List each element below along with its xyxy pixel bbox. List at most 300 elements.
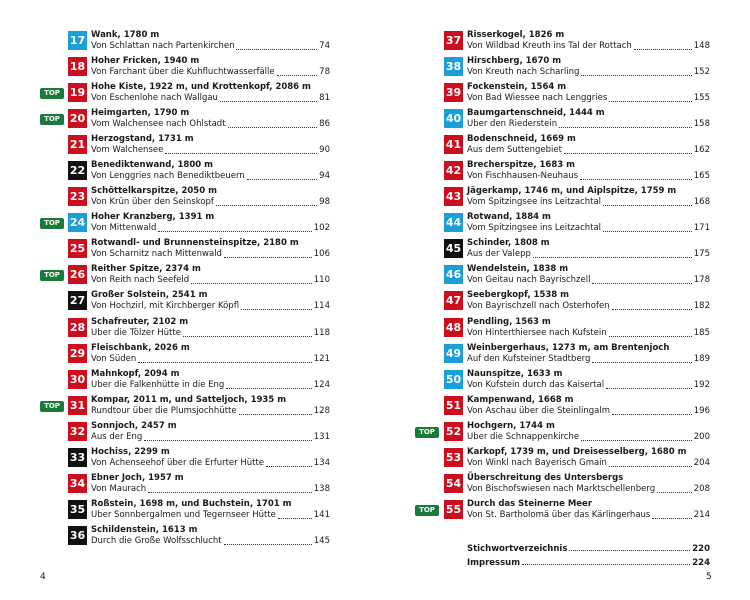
- entry-text: [467, 238, 710, 260]
- extra-label: Impressum: [467, 558, 521, 568]
- tour-number-badge: 43: [444, 187, 463, 206]
- tour-route: Über Sonnbergalmen und Tegernseer Hütte: [91, 509, 276, 520]
- toc-entry[interactable]: [415, 160, 710, 186]
- tour-number-badge: 21: [68, 135, 87, 154]
- entry-text: [91, 238, 330, 260]
- tour-number-badge: 26: [68, 265, 87, 284]
- entry-text: [91, 186, 330, 208]
- tour-route: Rundtour über die Plumsjochhütte: [91, 405, 237, 416]
- dot-leader: [559, 127, 692, 128]
- extra-entry[interactable]: [467, 554, 710, 568]
- dot-leader: [533, 257, 692, 258]
- entry-text: [91, 343, 330, 365]
- toc-entry[interactable]: [40, 238, 330, 264]
- page-reference: 165: [693, 171, 710, 182]
- route-line: [467, 432, 710, 443]
- tour-title: Reither Spitze, 2374 m: [91, 264, 201, 275]
- toc-entry[interactable]: [40, 317, 330, 343]
- entry-text: [91, 447, 330, 469]
- toc-entry[interactable]: [415, 447, 710, 473]
- left-toc-column: [40, 30, 330, 551]
- route-line: [467, 328, 710, 339]
- toc-entry[interactable]: [415, 56, 710, 82]
- toc-entry[interactable]: [415, 499, 710, 525]
- route-line: [91, 328, 330, 339]
- tour-title: Rotwandl- und Brunnensteinspitze, 2180 m: [91, 238, 299, 249]
- page-reference: 208: [693, 483, 710, 494]
- tour-title: Benediktenwand, 1800 m: [91, 160, 213, 171]
- toc-entry[interactable]: [40, 343, 330, 369]
- tour-title: Durch das Steinerne Meer: [467, 498, 593, 509]
- entry-text: [467, 499, 710, 521]
- entry-text: [467, 343, 710, 365]
- route-line: [467, 223, 710, 234]
- dot-leader: [564, 153, 692, 154]
- dot-leader: [148, 492, 312, 493]
- dot-leader: [592, 362, 691, 363]
- dot-leader: [603, 231, 692, 232]
- tour-title: Seebergkopf, 1538 m: [467, 290, 570, 301]
- tour-title: Sonnjoch, 2457 m: [91, 420, 177, 431]
- entry-text: [467, 369, 710, 391]
- page-reference: 114: [313, 301, 330, 312]
- tour-number-badge: 35: [68, 500, 87, 519]
- dot-leader: [236, 49, 317, 50]
- tour-number-badge: 30: [68, 370, 87, 389]
- page-reference: 204: [693, 457, 710, 468]
- toc-entry[interactable]: [415, 421, 710, 447]
- toc-entry[interactable]: [415, 290, 710, 316]
- entry-text: [91, 290, 330, 312]
- tour-title: Kampenwand, 1668 m: [467, 394, 574, 405]
- tour-route: Von Maurach: [91, 483, 147, 494]
- dot-leader: [603, 205, 692, 206]
- top-badge: TOP: [415, 505, 439, 516]
- page-reference: 168: [693, 197, 710, 208]
- page-reference: 98: [319, 197, 330, 208]
- dot-leader: [277, 75, 318, 76]
- tour-title: Hoher Fricken, 1940 m: [91, 56, 200, 67]
- tour-route: Von Bayrischzell nach Osterhofen: [467, 301, 610, 312]
- dot-leader: [612, 414, 692, 415]
- dot-leader: [165, 153, 317, 154]
- right-toc-column: [415, 30, 710, 525]
- toc-entry[interactable]: [40, 290, 330, 316]
- route-line: [91, 432, 330, 443]
- entry-text: [91, 317, 330, 339]
- tour-route: Von Krün über den Seinskopf: [91, 197, 214, 208]
- page-reference: 78: [319, 67, 330, 78]
- page-reference: 175: [693, 249, 710, 260]
- tour-route: Von Eschenlohe nach Wallgau: [91, 93, 218, 104]
- entry-text: [467, 160, 710, 182]
- top-badge: TOP: [40, 401, 64, 412]
- entry-text: [467, 447, 710, 469]
- toc-entry[interactable]: [40, 186, 330, 212]
- tour-number-badge: 53: [444, 448, 463, 467]
- tour-title: Pendling, 1563 m: [467, 316, 551, 327]
- toc-entry[interactable]: [415, 82, 710, 108]
- entry-text: [91, 212, 330, 234]
- toc-entry[interactable]: [40, 473, 330, 499]
- toc-entry[interactable]: [40, 160, 330, 186]
- tour-number-badge: 29: [68, 344, 87, 363]
- tour-number-badge: 28: [68, 318, 87, 337]
- entry-text: [467, 212, 710, 234]
- route-line: [91, 458, 330, 469]
- dot-leader: [266, 466, 312, 467]
- tour-title: Heimgarten, 1790 m: [91, 108, 190, 119]
- toc-entry[interactable]: [40, 134, 330, 160]
- page-reference: 141: [313, 509, 330, 520]
- top-badge: TOP: [40, 88, 64, 99]
- page-reference: 171: [693, 223, 710, 234]
- tour-route: Von Wildbad Kreuth ins Tal der Rottach: [467, 41, 632, 51]
- tour-route: Von Scharnitz nach Mittenwald: [91, 249, 222, 260]
- entry-text: [467, 108, 710, 130]
- dot-leader: [609, 101, 691, 102]
- dot-leader: [239, 414, 312, 415]
- tour-number-badge: 34: [68, 474, 87, 493]
- toc-entry[interactable]: [415, 238, 710, 264]
- dot-leader: [278, 518, 312, 519]
- tour-number-badge: 36: [68, 526, 87, 545]
- route-line: [467, 380, 710, 391]
- toc-entry[interactable]: [40, 30, 330, 56]
- toc-entry[interactable]: [40, 82, 330, 108]
- page-reference: 196: [693, 405, 710, 416]
- tour-route: Vom Spitzingsee ins Leitzachtal: [467, 197, 602, 208]
- tour-number-badge: 54: [444, 474, 463, 493]
- dot-leader: [569, 550, 690, 551]
- toc-extras: [467, 540, 710, 568]
- entry-text: [91, 499, 330, 521]
- page-reference: 182: [693, 301, 710, 312]
- route-line: [467, 406, 710, 417]
- tour-route: Von Bad Wiessee nach Lenggries: [467, 93, 608, 104]
- tour-route: Von Schlattan nach Partenkirchen: [91, 41, 235, 51]
- toc-entry[interactable]: [415, 395, 710, 421]
- toc-entry[interactable]: [40, 212, 330, 238]
- route-line: [467, 41, 710, 52]
- tour-route: Vom Walchensee: [91, 145, 164, 156]
- tour-route: Von Kreuth nach Scharling: [467, 67, 580, 78]
- tour-number-badge: 32: [68, 422, 87, 441]
- route-line: [91, 510, 330, 521]
- toc-entry[interactable]: [40, 395, 330, 421]
- tour-number-badge: 46: [444, 265, 463, 284]
- entry-text: [467, 473, 710, 495]
- tour-route: Auf den Kufsteiner Stadtberg: [467, 353, 591, 364]
- tour-route: Über die Schnappenkirche: [467, 431, 580, 442]
- tour-number-badge: 48: [444, 318, 463, 337]
- tour-title: Hoher Kranzberg, 1391 m: [91, 212, 215, 223]
- tour-number-badge: 19: [68, 83, 87, 102]
- toc-entry[interactable]: [415, 186, 710, 212]
- tour-route: Von Geitau nach Bayrischzell: [467, 275, 591, 286]
- tour-title: Rotwand, 1884 m: [467, 212, 551, 223]
- tour-number-badge: 50: [444, 370, 463, 389]
- tour-number-badge: 18: [68, 57, 87, 76]
- toc-entry[interactable]: [40, 108, 330, 134]
- dot-leader: [183, 336, 312, 337]
- entry-text: [467, 290, 710, 312]
- route-line: [91, 171, 330, 182]
- route-line: [91, 197, 330, 208]
- route-line: [467, 197, 710, 208]
- route-line: [91, 93, 330, 104]
- entry-text: [467, 264, 710, 286]
- page-reference: 118: [313, 327, 330, 338]
- toc-entry[interactable]: [415, 30, 710, 56]
- tour-number-badge: 20: [68, 109, 87, 128]
- route-line: [467, 275, 710, 286]
- tour-title: Hochgern, 1744 m: [467, 420, 555, 431]
- tour-route: Von Farchant über die Kuhfluchtwasserfälle: [91, 67, 275, 78]
- tour-title: Schildenstein, 1613 m: [91, 524, 198, 535]
- tour-route: Von Aschau über die Steinlingalm: [467, 405, 611, 416]
- tour-title: Fleischbank, 2026 m: [91, 342, 190, 353]
- route-line: [91, 406, 330, 417]
- entry-text: [91, 30, 330, 52]
- entry-text: [467, 30, 710, 52]
- tour-title: Mahnkopf, 2094 m: [91, 368, 180, 379]
- page-reference: 124: [313, 379, 330, 390]
- dot-leader: [191, 283, 312, 284]
- route-line: [91, 275, 330, 286]
- route-line: [91, 41, 330, 52]
- tour-route: Aus der Eng: [91, 431, 143, 442]
- toc-entry[interactable]: [415, 317, 710, 343]
- tour-title: Jägerkamp, 1746 m, und Aiplspitze, 1759 m: [467, 186, 677, 197]
- tour-route: Über die Falkenhütte in die Eng: [91, 379, 225, 390]
- entry-text: [91, 421, 330, 443]
- page-reference: 94: [319, 171, 330, 182]
- tour-number-badge: 17: [68, 31, 87, 50]
- route-line: [91, 380, 330, 391]
- toc-entry[interactable]: [415, 369, 710, 395]
- tour-route: Durch die Große Wolfsschlucht: [91, 535, 222, 546]
- page-reference: 158: [693, 119, 710, 130]
- entry-text: [91, 82, 330, 104]
- entry-text: [91, 134, 330, 156]
- tour-title: Ebner Joch, 1957 m: [91, 472, 184, 483]
- route-line: [91, 249, 330, 260]
- entry-text: [91, 56, 330, 78]
- tour-number-badge: 55: [444, 500, 463, 519]
- page-reference: 189: [693, 353, 710, 364]
- tour-number-badge: 40: [444, 109, 463, 128]
- tour-title: Risserkogel, 1826 m: [467, 30, 565, 40]
- toc-entry[interactable]: [415, 108, 710, 134]
- toc-entry[interactable]: [415, 473, 710, 499]
- top-badge: TOP: [415, 427, 439, 438]
- page-reference: 185: [693, 327, 710, 338]
- route-line: [467, 249, 710, 260]
- tour-number-badge: 51: [444, 396, 463, 415]
- dot-leader: [220, 101, 317, 102]
- entry-text: [91, 395, 330, 417]
- dot-leader: [657, 492, 692, 493]
- toc-entry[interactable]: [40, 264, 330, 290]
- tour-title: Naunspitze, 1633 m: [467, 368, 563, 379]
- entry-text: [467, 317, 710, 339]
- page-reference: 128: [313, 405, 330, 416]
- top-badge: TOP: [40, 218, 64, 229]
- tour-number-badge: 42: [444, 161, 463, 180]
- entry-text: [467, 186, 710, 208]
- tour-route: Vom Walchensee nach Ohlstadt: [91, 119, 226, 130]
- entry-text: [467, 395, 710, 417]
- dot-leader: [609, 466, 692, 467]
- tour-number-badge: 37: [444, 31, 463, 50]
- route-line: [467, 145, 710, 156]
- toc-entry[interactable]: [40, 499, 330, 525]
- route-line: [467, 510, 710, 521]
- route-line: [467, 93, 710, 104]
- entry-text: [467, 134, 710, 156]
- tour-title: Wendelstein, 1838 m: [467, 264, 569, 275]
- tour-route: Von Kufstein durch das Kaisertal: [467, 379, 605, 390]
- route-line: [91, 67, 330, 78]
- left-page-number: 4: [40, 572, 46, 582]
- tour-title: Schinder, 1808 m: [467, 238, 550, 249]
- tour-route: Vom Spitzingsee ins Leitzachtal: [467, 223, 602, 234]
- tour-title: Überschreitung des Untersbergs: [467, 472, 624, 483]
- top-badge: TOP: [40, 114, 64, 125]
- tour-title: Bodenschneid, 1669 m: [467, 134, 576, 145]
- tour-title: Hochiss, 2299 m: [91, 446, 170, 457]
- toc-entry[interactable]: [40, 421, 330, 447]
- page-reference: 138: [313, 483, 330, 494]
- page-reference: 86: [319, 119, 330, 130]
- page-reference: 224: [692, 558, 710, 568]
- tour-route: Von Mittenwald: [91, 223, 157, 234]
- page-reference: 178: [693, 275, 710, 286]
- tour-route: Von Hochzirl, mit Kirchberger Köpfl: [91, 301, 240, 312]
- dot-leader: [241, 309, 312, 310]
- tour-route: Über den Riederstein: [467, 119, 558, 130]
- tour-number-badge: 44: [444, 213, 463, 232]
- page-reference: 148: [693, 41, 710, 51]
- page-reference: 106: [313, 249, 330, 260]
- route-line: [91, 301, 330, 312]
- route-line: [91, 354, 330, 365]
- tour-number-badge: 24: [68, 213, 87, 232]
- tour-number-badge: 47: [444, 291, 463, 310]
- tour-route: Aus dem Suttengebiet: [467, 145, 562, 156]
- tour-route: Von Lenggries nach Benediktbeuern: [91, 171, 245, 182]
- page-reference: 110: [313, 275, 330, 286]
- dot-leader: [580, 179, 692, 180]
- dot-leader: [224, 257, 312, 258]
- tour-route: Von Winkl nach Bayerisch Gmain: [467, 457, 607, 468]
- page-reference: 220: [692, 544, 710, 554]
- page-reference: 162: [693, 145, 710, 156]
- tour-title: Roßstein, 1698 m, und Buchstein, 1701 m: [91, 498, 292, 509]
- tour-route: Von St. Bartholomä über das Kärlingerhaus: [467, 509, 651, 520]
- dot-leader: [138, 362, 312, 363]
- tour-route: Von Achenseehof über die Erfurter Hütte: [91, 457, 265, 468]
- toc-entry[interactable]: [415, 212, 710, 238]
- entry-text: [467, 421, 710, 443]
- dot-leader: [226, 388, 311, 389]
- tour-title: Brecherspitze, 1683 m: [467, 160, 575, 171]
- entry-text: [467, 82, 710, 104]
- route-line: [467, 458, 710, 469]
- page-reference: 152: [693, 67, 710, 78]
- toc-entry[interactable]: [415, 343, 710, 369]
- entry-text: [91, 160, 330, 182]
- right-page-number: 5: [706, 572, 712, 582]
- page-reference: 192: [693, 379, 710, 390]
- toc-entry[interactable]: [415, 264, 710, 290]
- dot-leader: [606, 388, 692, 389]
- dot-leader: [158, 231, 311, 232]
- tour-number-badge: 49: [444, 344, 463, 363]
- tour-number-badge: 31: [68, 396, 87, 415]
- route-line: [91, 119, 330, 130]
- toc-entry[interactable]: [415, 134, 710, 160]
- tour-title: Baumgartenschneid, 1444 m: [467, 108, 605, 119]
- extra-entry[interactable]: [467, 540, 710, 554]
- tour-route: Von Reith nach Seefeld: [91, 275, 190, 286]
- tour-route: Aus der Valepp: [467, 249, 531, 260]
- page-reference: 121: [313, 353, 330, 364]
- route-line: [91, 145, 330, 156]
- page-reference: 90: [319, 145, 330, 156]
- toc-entry[interactable]: [40, 525, 330, 551]
- dot-leader: [247, 179, 317, 180]
- tour-title: Fockenstein, 1564 m: [467, 82, 567, 93]
- page-reference: 145: [313, 535, 330, 546]
- tour-route: Von Hinterthiersee nach Kufstein: [467, 327, 607, 338]
- tour-title: Schöttelkarspitze, 2050 m: [91, 186, 217, 197]
- dot-leader: [522, 564, 690, 565]
- dot-leader: [581, 75, 691, 76]
- toc-entry[interactable]: [40, 369, 330, 395]
- top-badge: TOP: [40, 270, 64, 281]
- page-reference: 102: [313, 223, 330, 234]
- page-reference: 214: [693, 509, 710, 520]
- route-line: [91, 484, 330, 495]
- tour-number-badge: 45: [444, 239, 463, 258]
- toc-entry[interactable]: [40, 56, 330, 82]
- tour-number-badge: 38: [444, 57, 463, 76]
- route-line: [91, 223, 330, 234]
- entry-text: [91, 108, 330, 130]
- tour-number-badge: 39: [444, 83, 463, 102]
- route-line: [467, 119, 710, 130]
- page-reference: 131: [313, 431, 330, 442]
- tour-route: Von Süden: [91, 353, 137, 364]
- entry-text: [91, 369, 330, 391]
- route-line: [467, 301, 710, 312]
- tour-title: Großer Solstein, 2541 m: [91, 290, 208, 301]
- toc-entry[interactable]: [40, 447, 330, 473]
- route-line: [467, 67, 710, 78]
- dot-leader: [144, 440, 311, 441]
- tour-number-badge: 23: [68, 187, 87, 206]
- page-reference: 134: [313, 457, 330, 468]
- dot-leader: [592, 283, 691, 284]
- dot-leader: [228, 127, 318, 128]
- entry-text: [91, 525, 330, 547]
- entry-text: [91, 473, 330, 495]
- dot-leader: [634, 49, 692, 50]
- dot-leader: [609, 336, 692, 337]
- dot-leader: [612, 309, 692, 310]
